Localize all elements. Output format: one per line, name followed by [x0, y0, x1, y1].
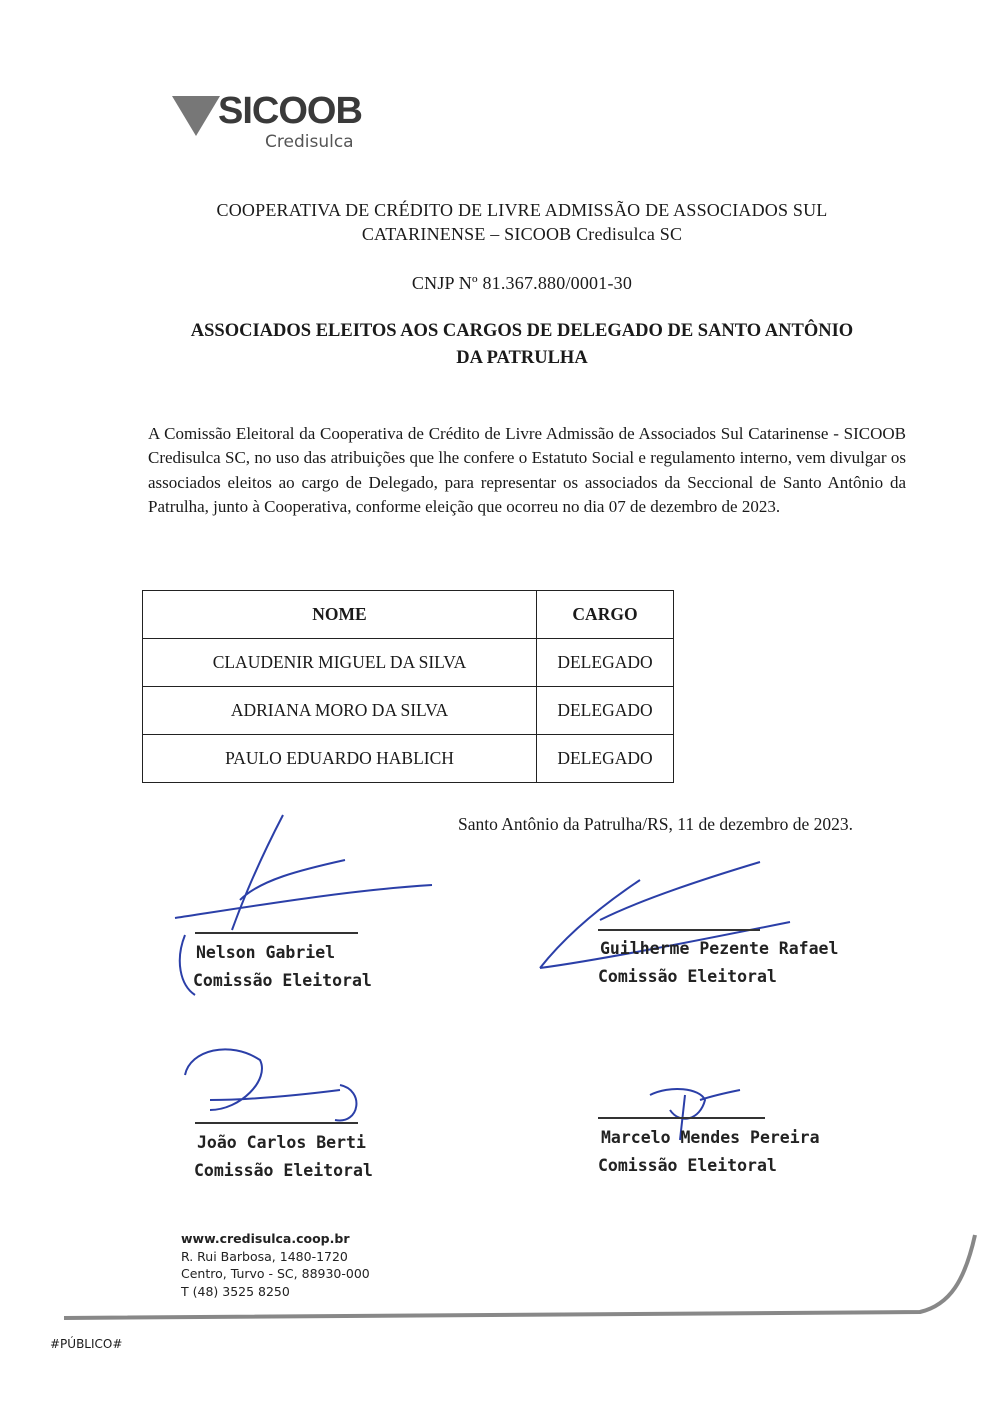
- classification-label: #PÚBLICO#: [50, 1337, 123, 1351]
- signer-name: Guilherme Pezente Rafael: [600, 939, 839, 958]
- cell-cargo: DELEGADO: [537, 735, 674, 783]
- header-cargo: CARGO: [537, 591, 674, 639]
- footer-address2: Centro, Turvo - SC, 88930-000: [181, 1266, 370, 1281]
- logo-brand: SICOOB: [218, 90, 362, 132]
- signature-joao: [185, 1049, 356, 1120]
- footer-contact: [181, 1230, 370, 1300]
- cell-nome: CLAUDENIR MIGUEL DA SILVA: [143, 639, 537, 687]
- cell-nome: PAULO EDUARDO HABLICH: [143, 735, 537, 783]
- signer-role: Comissão Eleitoral: [598, 967, 777, 986]
- title-line1: ASSOCIADOS ELEITOS AOS CARGOS DE DELEGADO DE SANTO ANTÔNIO: [190, 321, 854, 341]
- cnpj: CNJP Nº 81.367.880/0001-30: [411, 273, 633, 293]
- signer-role: Comissão Eleitoral: [598, 1156, 777, 1175]
- signer-role: Comissão Eleitoral: [194, 1161, 373, 1180]
- org-name-line2: CATARINENSE – SICOOB Credisulca SC: [361, 224, 683, 244]
- footer-site[interactable]: www.credisulca.coop.br: [181, 1231, 350, 1246]
- signature-block: [598, 1124, 820, 1180]
- signature-block: [600, 935, 838, 991]
- title-line2: DA PATRULHA: [456, 348, 588, 368]
- footer-address1: R. Rui Barbosa, 1480-1720: [181, 1248, 348, 1264]
- cell-cargo: DELEGADO: [537, 639, 674, 687]
- footer-phone: T (48) 3525 8250: [181, 1283, 290, 1299]
- org-name-line1: COOPERATIVA DE CRÉDITO DE LIVRE ADMISSÃO DE ASSOCIADOS SUL: [216, 200, 828, 220]
- cell-nome: ADRIANA MORO DA SILVA: [143, 687, 537, 735]
- body-paragraph: A Comissão Eleitoral da Cooperativa de Crédito de Livre Admissão de Associados Sul Catarinense - SICOOB Credisulca SC, no uso das atribuições que lhe confere o Estatuto Social e regulamento interno, vem divulgar os associados eleitos ao cargo de Delegado, para representar os associados da Seccional de Santo Antônio da Patrulha, junto à Cooperativa, conforme eleição que ocorreu no dia 07 de dezembro de 2023.: [148, 424, 906, 516]
- signer-name: Nelson Gabriel: [196, 943, 336, 962]
- cell-cargo: DELEGADO: [537, 687, 674, 735]
- header-nome: NOME: [143, 591, 537, 639]
- signature-block: [194, 1129, 373, 1185]
- signer-name: João Carlos Berti: [197, 1133, 366, 1152]
- signature-block: [193, 939, 372, 995]
- date-line: Santo Antônio da Patrulha/RS, 11 de dezembro de 2023.: [458, 814, 853, 834]
- signer-role: Comissão Eleitoral: [193, 971, 372, 990]
- logo-sub: Credisulca: [265, 132, 354, 152]
- signer-name: Marcelo Mendes Pereira: [601, 1128, 820, 1147]
